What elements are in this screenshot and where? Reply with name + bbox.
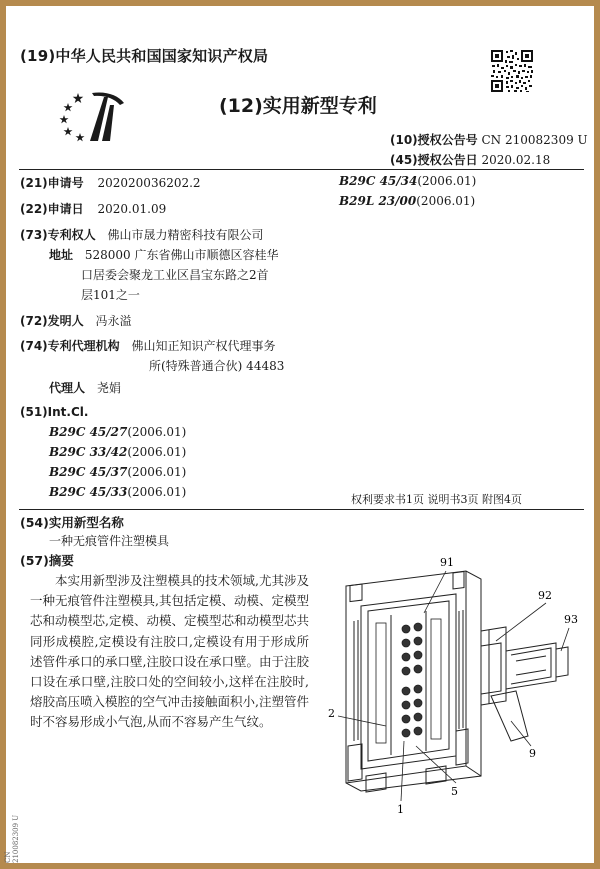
pages-info: 权利要求书1页 说明书3页 附图4页 — [351, 493, 522, 506]
app-number-label: (21)申请号 — [20, 176, 84, 190]
agent-label: 代理人 — [49, 381, 86, 395]
figure-label: 91 — [440, 556, 454, 569]
ipc-item: B29C 45/33(2006.01) — [49, 485, 187, 499]
grant-date-row — [390, 151, 550, 168]
figure-label: 9 — [529, 747, 536, 760]
figure-label: 92 — [538, 589, 552, 602]
inventor-label: (72)发明人 — [20, 314, 84, 328]
address-row — [49, 246, 278, 263]
ipc-item: B29C 45/34(2006.01) — [339, 174, 477, 188]
grant-number-value: CN 210082309 U — [481, 133, 588, 147]
divider-top — [19, 169, 584, 170]
figure-label: 1 — [397, 803, 404, 816]
inventor-row — [20, 312, 132, 329]
doc-type-title: (12)实用新型专利 — [219, 95, 377, 117]
agency-label: (74)专利代理机构 — [20, 339, 120, 353]
patent-page — [6, 6, 594, 863]
grant-number-label: (10)授权公告号 — [390, 133, 478, 147]
patentee-value: 佛山市晟力精密科技有限公司 — [107, 228, 264, 242]
ipc-item: B29L 23/00(2006.01) — [339, 194, 476, 208]
ipc-item: B29C 45/27(2006.01) — [49, 425, 187, 439]
address-line-1: 528000 广东省佛山市顺德区容桂华 — [84, 248, 279, 262]
mold-drawing — [306, 551, 588, 821]
app-number-value: 202020036202.2 — [97, 176, 201, 190]
qr-code-icon — [490, 49, 534, 93]
office-header: (19)中华人民共和国国家知识产权局 — [20, 47, 269, 65]
agency-line-1: 佛山知正知识产权代理事务 — [131, 339, 276, 353]
filing-date-value: 2020.01.09 — [97, 202, 167, 216]
address-line-2: 口居委会聚龙工业区昌宝东路之2首 — [81, 268, 269, 282]
filing-date-row — [20, 200, 166, 217]
agency-row — [20, 337, 276, 354]
ipc-item: B29C 45/37(2006.01) — [49, 465, 187, 479]
agency-line-2: 所(特殊普通合伙) 44483 — [149, 359, 285, 373]
ipc-item: B29C 33/42(2006.01) — [49, 445, 187, 459]
address-label: 地址 — [49, 248, 74, 262]
title-section-label: (54)实用新型名称 — [20, 515, 124, 530]
side-watermark: CN 210082309 U — [4, 814, 20, 863]
patentee-label: (73)专利权人 — [20, 228, 96, 242]
grant-date-label: (45)授权公告日 — [390, 153, 478, 167]
abstract-text: 本实用新型涉及注塑模具的技术领域,尤其涉及一种无痕管件注塑模具,其包括定模、动模、定模型芯和动模型芯,定模、动模、定模型芯和动模型芯共同形成模腔,定模设有注胶口,定模设有用于形成所述管件承口的承口壁,注胶口设在承口壁。由于注胶口设在承口壁,注胶口处的空间较小,这样在注胶时,熔胶高压喷入模腔的空气冲击接触面积小,注塑管件时不容易形成小气泡,从而不容易产生气纹。 — [30, 573, 309, 730]
grant-date-value: 2020.02.18 — [481, 153, 551, 167]
figure-label: 93 — [564, 613, 578, 626]
grant-number-row — [390, 131, 588, 148]
intcl-label: (51)Int.Cl. — [20, 405, 89, 419]
inventor-value: 冯永溢 — [95, 314, 132, 328]
utility-title: 一种无痕管件注塑模具 — [49, 534, 170, 548]
agent-row — [49, 379, 121, 396]
agent-value: 尧娟 — [96, 381, 121, 395]
abstract-label: (57)摘要 — [20, 553, 74, 568]
cnipa-logo-icon — [58, 89, 130, 145]
divider-middle — [19, 509, 584, 510]
figure-label: 5 — [451, 785, 458, 798]
figure-label: 2 — [328, 707, 335, 720]
address-line-3: 层101之一 — [81, 288, 140, 302]
patentee-row — [20, 226, 264, 243]
filing-date-label: (22)申请日 — [20, 202, 84, 216]
app-number-row — [20, 174, 201, 191]
